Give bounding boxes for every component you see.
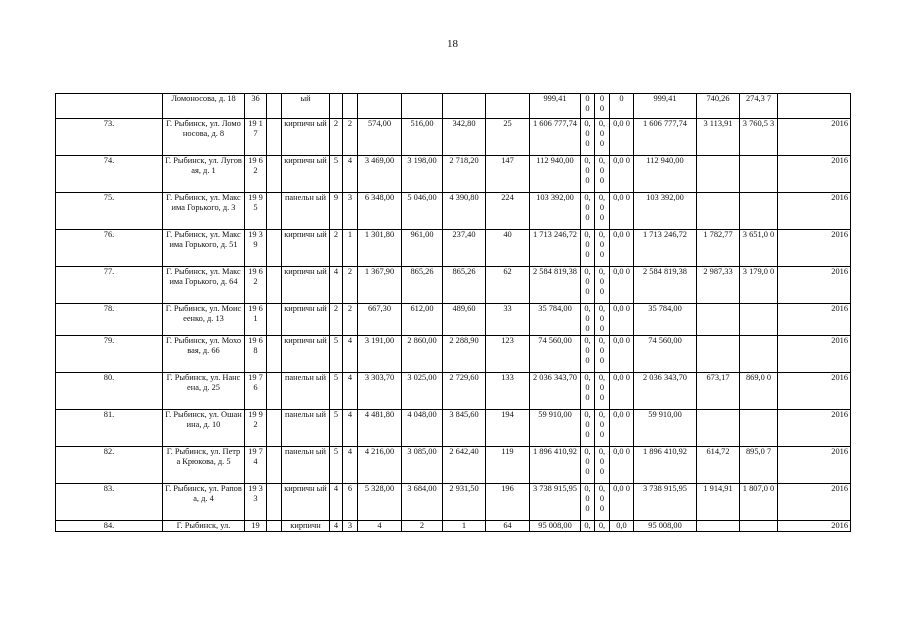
row-number: 77.	[56, 267, 163, 304]
plan-year-cell: 2016	[778, 230, 851, 267]
private-area-cell: 342,80	[443, 119, 486, 156]
address-cell: Г. Рыбинск, ул. Моховая, д. 66	[163, 335, 245, 372]
floors-cell: 2	[330, 119, 343, 156]
zero-cell-1: 0, 0 0	[581, 193, 595, 230]
table-row	[56, 156, 851, 193]
table-row	[56, 372, 851, 409]
cost-cell: 999,41	[530, 94, 581, 119]
table-row	[56, 520, 851, 531]
zero-cell-1: 0 0	[581, 94, 595, 119]
zero-cell-3: 0,0 0	[610, 193, 634, 230]
entrances-cell: 2	[343, 304, 358, 336]
residential-area-cell: 2	[402, 520, 443, 531]
wall-material-cell: кирпичн	[282, 520, 330, 531]
wall-material-cell: кирпичн ый	[282, 230, 330, 267]
year-built-cell: 19	[245, 520, 267, 531]
plan-year-cell: 2016	[778, 409, 851, 446]
address-cell: Г. Рыбинск, ул. Луговая, д. 1	[163, 156, 245, 193]
total-area-cell: 3 303,70	[358, 372, 402, 409]
max-cost-cell: 869,0 0	[740, 372, 778, 409]
wall-material-cell: ый	[282, 94, 330, 119]
zero-cell-1: 0, 0 0	[581, 483, 595, 520]
cost-total-cell: 59 910,00	[634, 409, 697, 446]
empty-cell	[267, 409, 282, 446]
zero-cell-2: 0, 0 0	[595, 335, 610, 372]
max-cost-cell	[740, 304, 778, 336]
zero-cell-1: 0, 0 0	[581, 267, 595, 304]
residents-cell: 64	[486, 520, 530, 531]
cost-cell: 1 606 777,74	[530, 119, 581, 156]
private-area-cell: 237,40	[443, 230, 486, 267]
private-area-cell: 489,60	[443, 304, 486, 336]
zero-cell-3: 0,0 0	[610, 483, 634, 520]
year-built-cell: 19 62	[245, 156, 267, 193]
zero-cell-3: 0,0 0	[610, 446, 634, 483]
zero-cell-2: 0, 0 0	[595, 156, 610, 193]
residential-area-cell: 612,00	[402, 304, 443, 336]
unit-cost-cell: 614,72	[697, 446, 740, 483]
cost-total-cell: 2 036 343,70	[634, 372, 697, 409]
table-row	[56, 94, 851, 119]
unit-cost-cell: 1 914,91	[697, 483, 740, 520]
residents-cell: 40	[486, 230, 530, 267]
total-area-cell	[358, 94, 402, 119]
zero-cell-1: 0, 0 0	[581, 304, 595, 336]
max-cost-cell: 274,3 7	[740, 94, 778, 119]
zero-cell-2: 0, 0 0	[595, 304, 610, 336]
empty-cell	[267, 193, 282, 230]
plan-year-cell: 2016	[778, 119, 851, 156]
residents-cell: 123	[486, 335, 530, 372]
plan-year-cell: 2016	[778, 304, 851, 336]
cost-total-cell: 74 560,00	[634, 335, 697, 372]
year-built-cell: 19 68	[245, 335, 267, 372]
address-cell: Г. Рыбинск, ул. Нансена, д. 25	[163, 372, 245, 409]
entrances-cell: 2	[343, 119, 358, 156]
unit-cost-cell	[697, 156, 740, 193]
floors-cell: 4	[330, 483, 343, 520]
plan-year-cell: 2016	[778, 483, 851, 520]
residents-cell	[486, 94, 530, 119]
cost-cell: 1 713 246,72	[530, 230, 581, 267]
residents-cell: 194	[486, 409, 530, 446]
zero-cell-1: 0, 0 0	[581, 409, 595, 446]
max-cost-cell	[740, 520, 778, 531]
year-built-cell: 19 76	[245, 372, 267, 409]
wall-material-cell: панельн ый	[282, 372, 330, 409]
private-area-cell	[443, 94, 486, 119]
empty-cell	[267, 446, 282, 483]
zero-cell-1: 0, 0 0	[581, 372, 595, 409]
cost-cell: 112 940,00	[530, 156, 581, 193]
wall-material-cell: кирпичн ый	[282, 119, 330, 156]
total-area-cell: 5 328,00	[358, 483, 402, 520]
zero-cell-3: 0,0	[610, 520, 634, 531]
residential-area-cell: 3 684,00	[402, 483, 443, 520]
unit-cost-cell	[697, 520, 740, 531]
total-area-cell: 6 348,00	[358, 193, 402, 230]
residents-cell: 62	[486, 267, 530, 304]
cost-total-cell: 1 713 246,72	[634, 230, 697, 267]
cost-total-cell: 112 940,00	[634, 156, 697, 193]
zero-cell-3: 0,0 0	[610, 119, 634, 156]
empty-cell	[267, 94, 282, 119]
total-area-cell: 1 301,80	[358, 230, 402, 267]
table-row	[56, 304, 851, 336]
zero-cell-3: 0,0 0	[610, 230, 634, 267]
address-cell: Г. Рыбинск, ул. Ошанина, д. 10	[163, 409, 245, 446]
zero-cell-3: 0,0 0	[610, 304, 634, 336]
max-cost-cell: 3 651,0 0	[740, 230, 778, 267]
residents-cell: 147	[486, 156, 530, 193]
wall-material-cell: панельн ый	[282, 193, 330, 230]
entrances-cell: 3	[343, 520, 358, 531]
cost-cell: 35 784,00	[530, 304, 581, 336]
cost-total-cell: 35 784,00	[634, 304, 697, 336]
private-area-cell: 3 845,60	[443, 409, 486, 446]
zero-cell-2: 0 0	[595, 94, 610, 119]
wall-material-cell: кирпичн ый	[282, 156, 330, 193]
total-area-cell: 1 367,90	[358, 267, 402, 304]
floors-cell: 5	[330, 372, 343, 409]
max-cost-cell: 3 179,0 0	[740, 267, 778, 304]
empty-cell	[267, 156, 282, 193]
residential-area-cell: 3 198,00	[402, 156, 443, 193]
row-number: 76.	[56, 230, 163, 267]
row-number: 78.	[56, 304, 163, 336]
residents-cell: 33	[486, 304, 530, 336]
entrances-cell: 4	[343, 446, 358, 483]
year-built-cell: 19 17	[245, 119, 267, 156]
unit-cost-cell	[697, 304, 740, 336]
private-area-cell: 2 729,60	[443, 372, 486, 409]
empty-cell	[267, 483, 282, 520]
residents-cell: 224	[486, 193, 530, 230]
address-cell: Г. Рыбинск, ул. Максима Горького, д. 3	[163, 193, 245, 230]
table-row	[56, 193, 851, 230]
address-cell: Г. Рыбинск, ул. Максима Горького, д. 51	[163, 230, 245, 267]
residential-area-cell	[402, 94, 443, 119]
residential-area-cell: 961,00	[402, 230, 443, 267]
wall-material-cell: панельн ый	[282, 446, 330, 483]
unit-cost-cell: 740,26	[697, 94, 740, 119]
max-cost-cell: 895,0 7	[740, 446, 778, 483]
floors-cell: 5	[330, 335, 343, 372]
private-area-cell: 2 288,90	[443, 335, 486, 372]
zero-cell-1: 0, 0 0	[581, 119, 595, 156]
cost-cell: 59 910,00	[530, 409, 581, 446]
page-number: 18	[447, 38, 458, 50]
row-number: 82.	[56, 446, 163, 483]
total-area-cell: 4 481,80	[358, 409, 402, 446]
year-built-cell: 19 61	[245, 304, 267, 336]
address-cell: Г. Рыбинск, ул. Рапова, д. 4	[163, 483, 245, 520]
row-number: 80.	[56, 372, 163, 409]
floors-cell: 2	[330, 230, 343, 267]
zero-cell-3: 0,0 0	[610, 372, 634, 409]
zero-cell-3: 0,0 0	[610, 335, 634, 372]
entrances-cell: 3	[343, 193, 358, 230]
plan-year-cell: 2016	[778, 372, 851, 409]
address-cell: Ломоносова, д. 18	[163, 94, 245, 119]
zero-cell-3: 0	[610, 94, 634, 119]
plan-year-cell	[778, 94, 851, 119]
max-cost-cell	[740, 335, 778, 372]
residential-area-cell: 3 025,00	[402, 372, 443, 409]
unit-cost-cell: 673,17	[697, 372, 740, 409]
total-area-cell: 3 191,00	[358, 335, 402, 372]
address-cell: Г. Рыбинск, ул. Ломоносова, д. 8	[163, 119, 245, 156]
unit-cost-cell: 1 782,77	[697, 230, 740, 267]
table-row	[56, 335, 851, 372]
floors-cell: 5	[330, 156, 343, 193]
table-row	[56, 119, 851, 156]
cost-total-cell: 1 896 410,92	[634, 446, 697, 483]
private-area-cell: 2 642,40	[443, 446, 486, 483]
residents-cell: 119	[486, 446, 530, 483]
residential-area-cell: 3 085,00	[402, 446, 443, 483]
plan-year-cell: 2016	[778, 446, 851, 483]
address-cell: Г. Рыбинск, ул.	[163, 520, 245, 531]
table-row	[56, 267, 851, 304]
zero-cell-2: 0, 0 0	[595, 267, 610, 304]
zero-cell-2: 0, 0 0	[595, 119, 610, 156]
floors-cell: 5	[330, 446, 343, 483]
private-area-cell: 2 718,20	[443, 156, 486, 193]
cost-total-cell: 1 606 777,74	[634, 119, 697, 156]
address-cell: Г. Рыбинск, ул. Петра Крюкова, д. 5	[163, 446, 245, 483]
empty-cell	[267, 304, 282, 336]
wall-material-cell: панельн ый	[282, 409, 330, 446]
cost-total-cell: 3 738 915,95	[634, 483, 697, 520]
table-row	[56, 446, 851, 483]
zero-cell-2: 0, 0 0	[595, 483, 610, 520]
entrances-cell: 1	[343, 230, 358, 267]
plan-year-cell: 2016	[778, 193, 851, 230]
plan-year-cell: 2016	[778, 156, 851, 193]
cost-total-cell: 103 392,00	[634, 193, 697, 230]
total-area-cell: 3 469,00	[358, 156, 402, 193]
unit-cost-cell: 3 113,91	[697, 119, 740, 156]
residential-area-cell: 516,00	[402, 119, 443, 156]
cost-cell: 74 560,00	[530, 335, 581, 372]
table-row	[56, 409, 851, 446]
max-cost-cell	[740, 193, 778, 230]
row-number: 74.	[56, 156, 163, 193]
zero-cell-1: 0, 0 0	[581, 156, 595, 193]
max-cost-cell: 3 760,5 3	[740, 119, 778, 156]
max-cost-cell	[740, 409, 778, 446]
residents-cell: 133	[486, 372, 530, 409]
zero-cell-1: 0, 0 0	[581, 230, 595, 267]
table-row	[56, 230, 851, 267]
residential-area-cell: 4 048,00	[402, 409, 443, 446]
max-cost-cell: 1 807,0 0	[740, 483, 778, 520]
zero-cell-1: 0, 0 0	[581, 446, 595, 483]
floors-cell: 4	[330, 267, 343, 304]
entrances-cell: 2	[343, 267, 358, 304]
row-number: 79.	[56, 335, 163, 372]
empty-cell	[267, 335, 282, 372]
housing-register-table	[55, 93, 851, 532]
row-number: 73.	[56, 119, 163, 156]
cost-cell: 2 584 819,38	[530, 267, 581, 304]
zero-cell-2: 0, 0 0	[595, 446, 610, 483]
residential-area-cell: 2 860,00	[402, 335, 443, 372]
empty-cell	[267, 230, 282, 267]
total-area-cell: 4	[358, 520, 402, 531]
zero-cell-2: 0, 0 0	[595, 230, 610, 267]
wall-material-cell: кирпичн ый	[282, 267, 330, 304]
year-built-cell: 19 33	[245, 483, 267, 520]
zero-cell-2: 0, 0 0	[595, 372, 610, 409]
entrances-cell: 4	[343, 156, 358, 193]
empty-cell	[267, 520, 282, 531]
row-number: 75.	[56, 193, 163, 230]
unit-cost-cell	[697, 193, 740, 230]
wall-material-cell: кирпичн ый	[282, 483, 330, 520]
cost-total-cell: 2 584 819,38	[634, 267, 697, 304]
private-area-cell: 865,26	[443, 267, 486, 304]
empty-cell	[267, 119, 282, 156]
residential-area-cell: 5 046,00	[402, 193, 443, 230]
cost-cell: 3 738 915,95	[530, 483, 581, 520]
residential-area-cell: 865,26	[402, 267, 443, 304]
unit-cost-cell	[697, 409, 740, 446]
floors-cell: 9	[330, 193, 343, 230]
empty-cell	[267, 372, 282, 409]
unit-cost-cell	[697, 335, 740, 372]
row-number: 83.	[56, 483, 163, 520]
year-built-cell: 19 62	[245, 267, 267, 304]
zero-cell-2: 0, 0 0	[595, 409, 610, 446]
total-area-cell: 574,00	[358, 119, 402, 156]
zero-cell-3: 0,0 0	[610, 409, 634, 446]
year-built-cell: 19 39	[245, 230, 267, 267]
plan-year-cell: 2016	[778, 335, 851, 372]
entrances-cell: 4	[343, 409, 358, 446]
wall-material-cell: кирпичн ый	[282, 304, 330, 336]
plan-year-cell: 2016	[778, 267, 851, 304]
cost-cell: 2 036 343,70	[530, 372, 581, 409]
max-cost-cell	[740, 156, 778, 193]
entrances-cell: 4	[343, 372, 358, 409]
zero-cell-1: 0, 0 0	[581, 335, 595, 372]
table-row	[56, 483, 851, 520]
zero-cell-1: 0,	[581, 520, 595, 531]
private-area-cell: 1	[443, 520, 486, 531]
address-cell: Г. Рыбинск, ул. Максима Горького, д. 64	[163, 267, 245, 304]
row-number: 81.	[56, 409, 163, 446]
residents-cell: 196	[486, 483, 530, 520]
entrances-cell: 4	[343, 335, 358, 372]
floors-cell: 2	[330, 304, 343, 336]
row-number: 84.	[56, 520, 163, 531]
floors-cell	[330, 94, 343, 119]
cost-total-cell: 999,41	[634, 94, 697, 119]
row-number	[56, 94, 163, 119]
cost-cell: 95 008,00	[530, 520, 581, 531]
cost-total-cell: 95 008,00	[634, 520, 697, 531]
unit-cost-cell: 2 987,33	[697, 267, 740, 304]
wall-material-cell: кирпичн ый	[282, 335, 330, 372]
entrances-cell: 6	[343, 483, 358, 520]
floors-cell: 5	[330, 409, 343, 446]
year-built-cell: 19 92	[245, 409, 267, 446]
cost-cell: 1 896 410,92	[530, 446, 581, 483]
year-built-cell: 19 74	[245, 446, 267, 483]
total-area-cell: 4 216,00	[358, 446, 402, 483]
floors-cell: 4	[330, 520, 343, 531]
cost-cell: 103 392,00	[530, 193, 581, 230]
empty-cell	[267, 267, 282, 304]
zero-cell-3: 0,0 0	[610, 156, 634, 193]
zero-cell-3: 0,0 0	[610, 267, 634, 304]
year-built-cell: 36	[245, 94, 267, 119]
residents-cell: 25	[486, 119, 530, 156]
zero-cell-2: 0, 0 0	[595, 193, 610, 230]
private-area-cell: 4 390,80	[443, 193, 486, 230]
private-area-cell: 2 931,50	[443, 483, 486, 520]
entrances-cell	[343, 94, 358, 119]
total-area-cell: 667,30	[358, 304, 402, 336]
plan-year-cell: 2016	[778, 520, 851, 531]
address-cell: Г. Рыбинск, ул. Моисеенко, д. 13	[163, 304, 245, 336]
year-built-cell: 19 95	[245, 193, 267, 230]
zero-cell-2: 0,	[595, 520, 610, 531]
